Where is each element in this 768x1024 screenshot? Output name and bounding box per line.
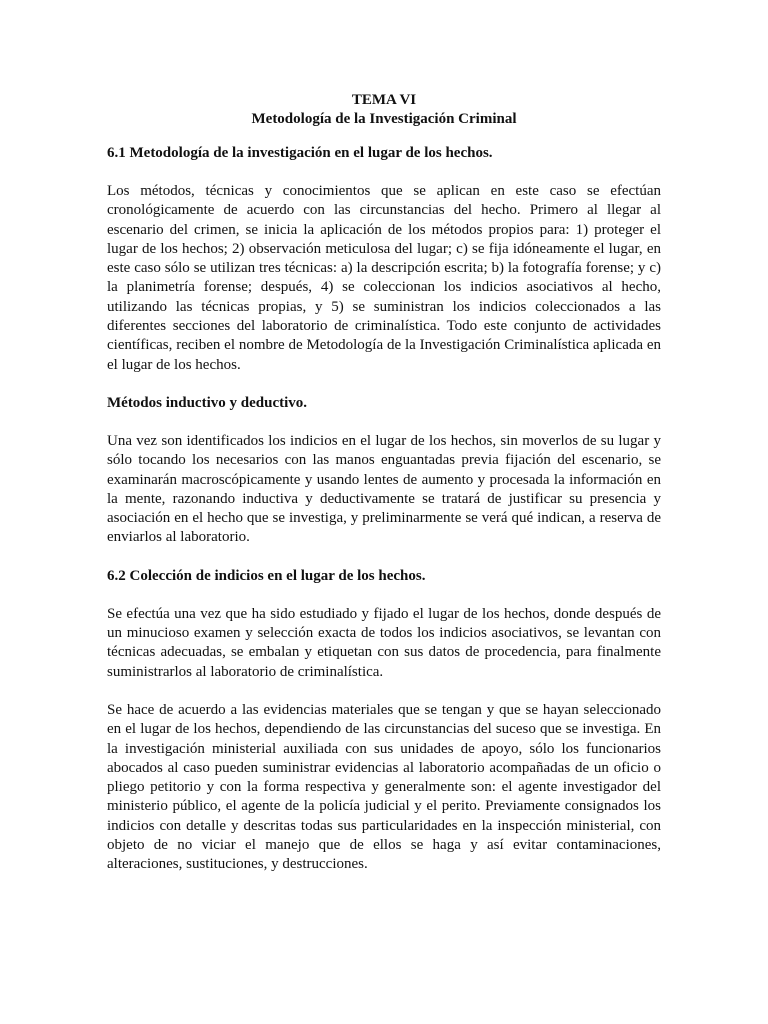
paragraph-6-2-second: Se hace de acuerdo a las evidencias materiales que se tengan y que se hayan seleccionado en el lugar de los hechos, dependiendo de las circunstancias del suceso que se investiga. En la investigación ministerial auxiliada con sus unidades de apoyo, sólo los funcionarios abocados al caso pueden suministrar evidencias al laboratorio acompañadas de un oficio o pliego petitorio y con la forma respectiva y generalmente son: el agente investigador del ministerio público, el agente de la policía judicial y el perito. Previamente consignados los indicios con detalle y descritas todas sus particularidades en la inspección ministerial, con objeto de no viciar el manejo que de ellos se haga y así evitar contaminaciones, alteraciones, sustituciones, y destrucciones. bbox=[107, 701, 661, 873]
document-content bbox=[107, 91, 661, 894]
section-heading-metodos: Métodos inductivo y deductivo. bbox=[107, 394, 308, 411]
paragraph-metodos: Una vez son identificados los indicios en el lugar de los hechos, sin moverlos de su lugar y sólo tocando los necesarios con las manos enguantadas previa fijación del escenario, se examinarán macroscópicamente y usando lentes de aumento y procesada la información en la mente, razonando inductiva y deductivamente se tratará de justificar su presencia y asociación en el hecho que se investiga, y preliminarmente se verá qué indican, a reserva de enviarlos al laboratorio. bbox=[107, 432, 661, 546]
document-title: TEMA VI bbox=[351, 92, 417, 108]
paragraph-6-1: Los métodos, técnicas y conocimientos que se aplican en este caso se efectúan cronológicamente de acuerdo con las circunstancias del hecho. Primero al llegar al escenario del crimen, se inicia la aplicación de los métodos propios para: 1) proteger el lugar de los hechos; 2) observación meticulosa del lugar; c) se fija idóneamente el lugar, en este caso sólo se utilizan tres técnicas: a) la descripción escrita; b) la fotografía forense; y c) la planimetría forense; después, 4) se coleccionan los indicios asociativos al hecho, utilizando las técnicas propias, y 5) se suministran los indicios coleccionados a las diferentes secciones del laboratorio de criminalística. Todo este conjunto de actividades científicas, reciben el nombre de Metodología de la Investigación Criminalística aplicada en el lugar de los hechos. bbox=[107, 183, 661, 373]
section-heading-6-1: 6.1 Metodología de la investigación en el lugar de los hechos. bbox=[107, 145, 493, 161]
paragraph-6-2-first: Se efectúa una vez que ha sido estudiado y fijado el lugar de los hechos, donde después de un minucioso examen y selección exacta de todos los indicios asociativos, se levantan con técnicas adecuadas, se embalan y etiquetan con sus datos de procedencia, para finalmente suministrarlos al laboratorio de criminalística. bbox=[107, 605, 661, 680]
section-heading-6-2: 6.2 Colección de indicios en el lugar de los hechos. bbox=[107, 567, 426, 584]
title-block bbox=[107, 91, 661, 129]
document-subtitle: Metodología de la Investigación Criminal bbox=[251, 111, 517, 127]
